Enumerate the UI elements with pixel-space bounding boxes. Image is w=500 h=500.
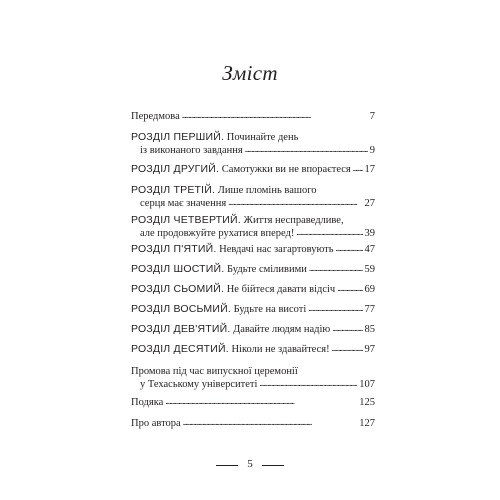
toc-entry-title: Ніколи не здавайтеся! [231, 344, 330, 355]
leader-dots [309, 262, 363, 275]
chapter-prefix: РОЗДІЛ ЧЕТВЕРТИЙ. [131, 214, 241, 226]
chapter-prefix: РОЗДІЛ ШОСТИЙ. [131, 263, 225, 275]
toc-entry-title-line1: Лише пломінь вашого [217, 185, 317, 196]
toc-entry-acknowledgements[interactable] [131, 396, 375, 409]
chapter-prefix: РОЗДІЛ П'ЯТИЙ. [131, 243, 217, 255]
chapter-prefix: РОЗДІЛ ДЕСЯТИЙ. [131, 343, 229, 355]
toc-page-number: 107 [359, 379, 375, 390]
toc-entry-label: Подяка [131, 397, 164, 408]
toc-entry-title: Будьте на висоті [233, 304, 307, 315]
toc-entry-title-line1: Життя несправедливе, [243, 215, 344, 226]
toc-page-number: 17 [364, 164, 375, 175]
chapter-prefix: РОЗДІЛ ДРУГИЙ. [131, 163, 220, 175]
toc-entry-title-line2: серця має значення [140, 198, 227, 209]
toc-entry-chapter-4[interactable] [131, 214, 375, 240]
leader-dots [182, 109, 368, 122]
leader-dots [165, 395, 357, 408]
leader-dots [245, 143, 368, 156]
toc-entry-title-line1: Починайте день [226, 132, 299, 143]
chapter-prefix: РОЗДІЛ ПЕРШИЙ. [131, 131, 225, 143]
toc-page-number: 39 [364, 228, 375, 239]
leader-dots [336, 242, 363, 255]
toc-page-number: 47 [364, 244, 375, 255]
toc-page-number: 27 [364, 198, 375, 209]
toc-page-number: 69 [364, 284, 375, 295]
toc-page-number: 9 [369, 145, 375, 156]
toc-entry-speech[interactable] [131, 365, 375, 391]
toc-entry-title: Невдачі нас загартовують [219, 244, 334, 255]
toc-entry-title: Давайте людям надію [233, 324, 331, 335]
toc-entry-title: Самотужки ви не впораєтеся [221, 164, 351, 175]
toc-page-number: 7 [369, 111, 375, 122]
toc-entry-chapter-7[interactable] [131, 283, 375, 296]
toc-entry-chapter-8[interactable] [131, 303, 375, 316]
toc-page-number: 85 [364, 324, 375, 335]
leader-dots [296, 226, 362, 239]
toc-entry-about-author[interactable] [131, 417, 375, 430]
toc-entry-chapter-2[interactable] [131, 163, 375, 176]
leader-dots [259, 377, 357, 390]
leader-dots [337, 282, 362, 295]
folio-rule-right [262, 465, 284, 466]
leader-dots [353, 162, 363, 175]
toc-entry-chapter-3[interactable] [131, 184, 375, 210]
toc-entry-chapter-6[interactable] [131, 263, 375, 276]
toc-entry-title: Будьте сміливими [227, 264, 307, 275]
toc-page-number: 97 [364, 344, 375, 355]
toc-entry-label: Передмова [131, 111, 180, 122]
toc-page-number: 127 [359, 418, 375, 429]
chapter-prefix: РОЗДІЛ ДЕВ'ЯТИЙ. [131, 323, 231, 335]
leader-dots [228, 196, 362, 209]
page-number: 5 [247, 458, 253, 470]
toc-entry-preface[interactable] [131, 110, 375, 123]
toc-page-number: 125 [359, 397, 375, 408]
toc-entry-title-line1: Промова під час випускної церемонії [131, 366, 298, 377]
toc-page-number: 59 [364, 264, 375, 275]
toc-entry-chapter-9[interactable] [131, 323, 375, 336]
toc-entry-label: Про автора [131, 418, 181, 429]
leader-dots [308, 302, 362, 315]
leader-dots [332, 322, 362, 335]
toc-entry-title-line2: але продовжуйте рухатися вперед! [140, 228, 295, 239]
toc-entry-chapter-5[interactable] [131, 243, 375, 256]
toc-entry-title-line2: у Техаському університеті [140, 379, 258, 390]
toc-page-number: 77 [364, 304, 375, 315]
toc-entry-chapter-1[interactable] [131, 131, 375, 157]
chapter-prefix: РОЗДІЛ ВОСЬМИЙ. [131, 303, 231, 315]
page-title: Зміст [222, 61, 278, 85]
leader-dots [332, 342, 363, 355]
toc-entry-title: Не бійтеся давати відсіч [226, 284, 336, 295]
toc-entry-chapter-10[interactable] [131, 343, 375, 356]
leader-dots [183, 416, 358, 429]
chapter-prefix: РОЗДІЛ СЬОМИЙ. [131, 283, 225, 295]
chapter-prefix: РОЗДІЛ ТРЕТІЙ. [131, 184, 216, 196]
toc-entry-title-line2: із виконаного завдання [140, 145, 243, 156]
